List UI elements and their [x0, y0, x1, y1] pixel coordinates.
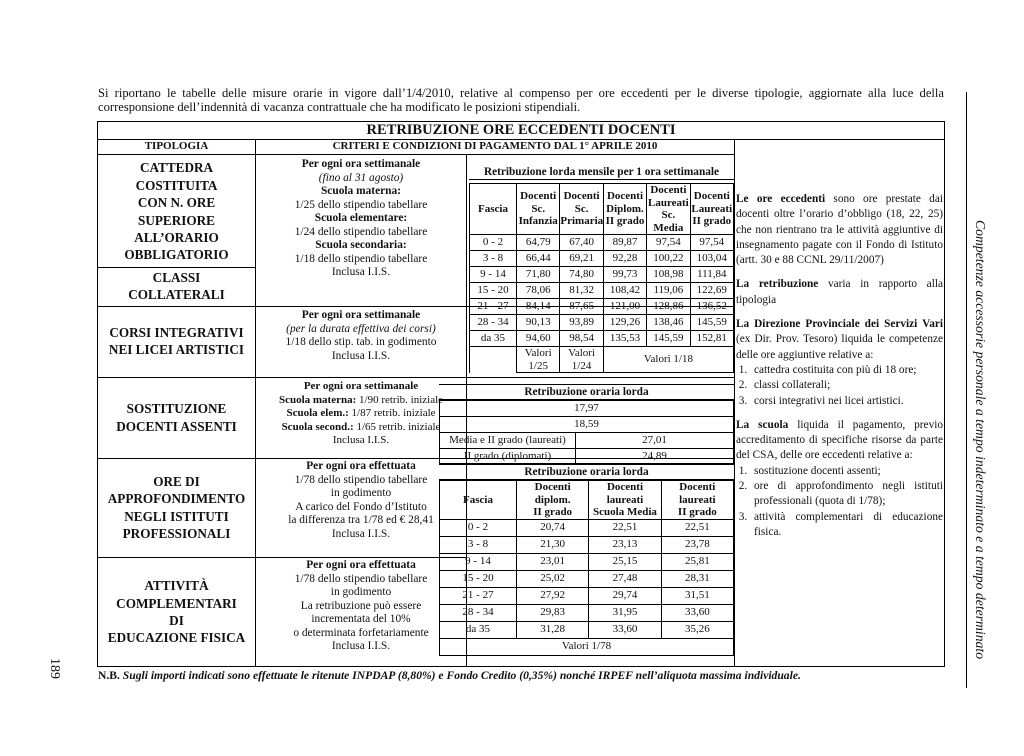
header-tipologia: TIPOLOGIA — [144, 140, 209, 152]
list-item: 2. classi collaterali; — [750, 378, 943, 393]
cond-sostituzione: Per ogni ora settimanale Scuola materna: 1/90 retrib. iniziale Scuola elem.: 1/87 retrib. iniziale Scuola second.: 1/65 retrib. iniziale Inclusa I.I.S. — [278, 380, 444, 446]
cond-corsi: Per ogni ora settimanale (per la durata effettiva dei corsi) 1/18 dello stip. tab. in godimento Inclusa I.I.S. — [285, 309, 437, 362]
t1-header-primaria: Docenti Sc. Primaria — [560, 184, 603, 235]
t1-valori-row: Valori 1/25 Valori 1/24 Valori 1/18 — [470, 347, 734, 373]
list-item: 1. sostituzione docenti assenti; — [750, 464, 943, 479]
monthly-pay-table: Retribuzione lorda mensile per 1 ora settimanale Fascia Docenti Sc. Infanzia Docenti Sc. Primaria Docenti Diplom. II grado Docenti Laureati Sc. Media Docenti Laureati II grado 0 - 2 64,79 67,40 89,87 97,54 97,54 3 - 8 66,44 69,21 92,28 100,22 103,04 9 - 14 71,80 74,80 99,73 108,98 111,84 15 - 20 78,06 81,32 108,42 119,06 122,69 21 - 27 84,14 87,65 121,00 128,86 136,52 28 - 34 90,13 93,89 129,26 138,46 145,59 da 35 94,60 98,54 135,53 145,59 152,81 Valori 1/25 Valori 1/24 Valori 1/18 — [469, 165, 734, 373]
table-row: da 35 31,28 33,60 35,26 — [440, 621, 734, 638]
t3-title: Retribuzione oraria lorda — [439, 463, 734, 480]
tip-sostituzione: SOSTITUZIONE DOCENTI ASSENTI — [116, 401, 237, 434]
table-row: 3 - 8 21,30 23,13 23,78 — [440, 536, 734, 553]
table-title: RETRIBUZIONE ORE ECCEDENTI DOCENTI — [366, 122, 676, 138]
table-row: 0 - 2 20,74 22,51 22,51 — [440, 519, 734, 536]
list-item: 1. cattedra costituita con più di 18 ore; — [750, 363, 943, 378]
table-row: da 35 94,60 98,54 135,53 145,59 152,81 — [470, 331, 734, 347]
header-criteri: CRITERI E CONDIZIONI DI PAGAMENTO DAL 1° APRILE 2010 — [332, 140, 658, 152]
table-row: 28 - 34 90,13 93,89 129,26 138,46 145,59 — [470, 315, 734, 331]
cond-cattedra: Per ogni ora settimanale (fino al 31 agosto) Scuola materna: 1/25 dello stipendio tabellare Scuola elementare: 1/24 dello stipendio tabellare Scuola secondaria: 1/18 dello stipendio tabellare Inclusa I.I.S. — [294, 158, 428, 278]
t3-header-laureati-ii: Docenti laureati II grado — [661, 481, 733, 520]
table-row: 17,97 — [440, 401, 734, 417]
table-row: 0 - 2 64,79 67,40 89,87 97,54 97,54 — [470, 235, 734, 251]
table-row: 15 - 20 25,02 27,48 28,31 — [440, 570, 734, 587]
table-row: 21 - 27 84,14 87,65 121,00 128,86 136,52 — [470, 299, 734, 315]
t3-header-laureati-media: Docenti laureati Scuola Media — [589, 481, 661, 520]
tip-classi-collaterali: CLASSI COLLATERALI — [128, 269, 225, 302]
retribuzione-table — [97, 121, 945, 667]
table-row: 3 - 8 66,44 69,21 92,28 100,22 103,04 — [470, 251, 734, 267]
notes-column: Le ore eccedenti sono ore prestate dai docenti oltre l’orario d’obbligo (18, 22, 25) che non rientrano tra le attività aggiuntive di insegnamento pagate con il Fondo di Istituto (artt. 30 e 88 CCNL 29/11/2007) La retribuzione varia in rapporto alla tipologia La Direzione Provinciale dei Servizi Vari (ex Dir. Prov. Tesoro) liquida le competenze delle ore aggiuntive relative a: 1. cattedra costituita con più di 18 ore; 2. classi collaterali; 3. corsi integrativi nei licei artistici. La scuola liquida il pagamento, previo accreditamento di specifiche risorse da parte del CSA, delle ore eccedenti relative a: 1. sostituzione docenti assenti; 2. ore di approfondimento negli istituti professionali (quota di 1/78); 3. attività complementari di educazione fisica. — [736, 156, 943, 540]
list-item: 3. corsi integrativi nei licei artistici. — [750, 394, 943, 409]
list-item: 3. attività complementari di educazione fisica. — [750, 510, 943, 541]
cond-attivita-complementari: Per ogni ora effettuata 1/78 dello stipendio tabellare in godimento La retribuzione può essere incrementata del 10% o determinata forfetariamente Inclusa I.I.S. — [293, 559, 429, 652]
tip-attivita-complementari: ATTIVITÀ COMPLEMENTARI DI EDUCAZIONE FISICA — [107, 578, 246, 646]
table-row: 9 - 14 23,01 25,15 25,81 — [440, 553, 734, 570]
page-number: 189 — [47, 658, 62, 679]
t3-header-diplom: Docenti diplom. II grado — [517, 481, 589, 520]
table-row: 21 - 27 27,92 29,74 31,51 — [440, 587, 734, 604]
table-row: 15 - 20 78,06 81,32 108,42 119,06 122,69 — [470, 283, 734, 299]
t1-header-diplom: Docenti Diplom. II grado — [603, 184, 646, 235]
t2-title: Retribuzione oraria lorda — [439, 384, 734, 400]
t3-header-fascia: Fascia — [440, 481, 517, 520]
side-rule — [966, 92, 967, 688]
tip-corsi-integrativi: CORSI INTEGRATIVI NEI LICEI ARTISTICI — [108, 324, 245, 357]
table-row: 28 - 34 29,83 31,95 33,60 — [440, 604, 734, 621]
cond-ore-approfondimento: Per ogni ora effettuata 1/78 dello stipendio tabellare in godimento A carico del Fondo d’Istituto la differenza tra 1/78 ed € 28,41 Inclusa I.I.S. — [288, 460, 434, 540]
tip-cattedra: CATTEDRA COSTITUITA CON N. ORE SUPERIORE ALL’ORARIO OBBLIGATORIO — [124, 160, 229, 263]
table-row: II grado (diplomati) 24,89 — [440, 449, 734, 465]
footnote: N.B. Sugli importi indicati sono effettuate le ritenute INPDAP (8,80%) e Fondo Credito (0,35%) nonché IRPEF nell’aliquota massima individuale. — [98, 669, 801, 682]
side-running-title: Competenze accessorie personale a tempo indeterminato e a tempo determinato — [973, 220, 988, 660]
table-row: 18,59 — [440, 417, 734, 433]
hourly-pay-table-approfondimento — [439, 463, 734, 656]
t1-header-infanzia: Docenti Sc. Infanzia — [517, 184, 560, 235]
table-row: Media e II grado (laureati) 27,01 — [440, 433, 734, 449]
t1-header-laureati-media: Docenti Laureati Sc. Media — [647, 184, 689, 234]
tip-ore-approfondimento: ORE DI APPROFONDIMENTO NEGLI ISTITUTI PROFESSIONALI — [107, 473, 246, 541]
t3-valori-row: Valori 1/78 — [440, 638, 734, 655]
t1-header-fascia: Fascia — [470, 184, 517, 235]
intro-paragraph: Si riportano le tabelle delle misure orarie in vigore dall’1/4/2010, relative al compenso per ore eccedenti per le diverse tipologie, aggiornate alla luce della corresponsione dell’indennità di vacanza contrattuale che ha modificato le posizioni stipendiali. — [98, 86, 944, 114]
list-item: 2. ore di approfondimento negli istituti professionali (quota di 1/78); — [750, 479, 943, 510]
t1-header-laureati-ii: Docenti Laureati II grado — [690, 184, 733, 235]
table-row: 9 - 14 71,80 74,80 99,73 108,98 111,84 — [470, 267, 734, 283]
